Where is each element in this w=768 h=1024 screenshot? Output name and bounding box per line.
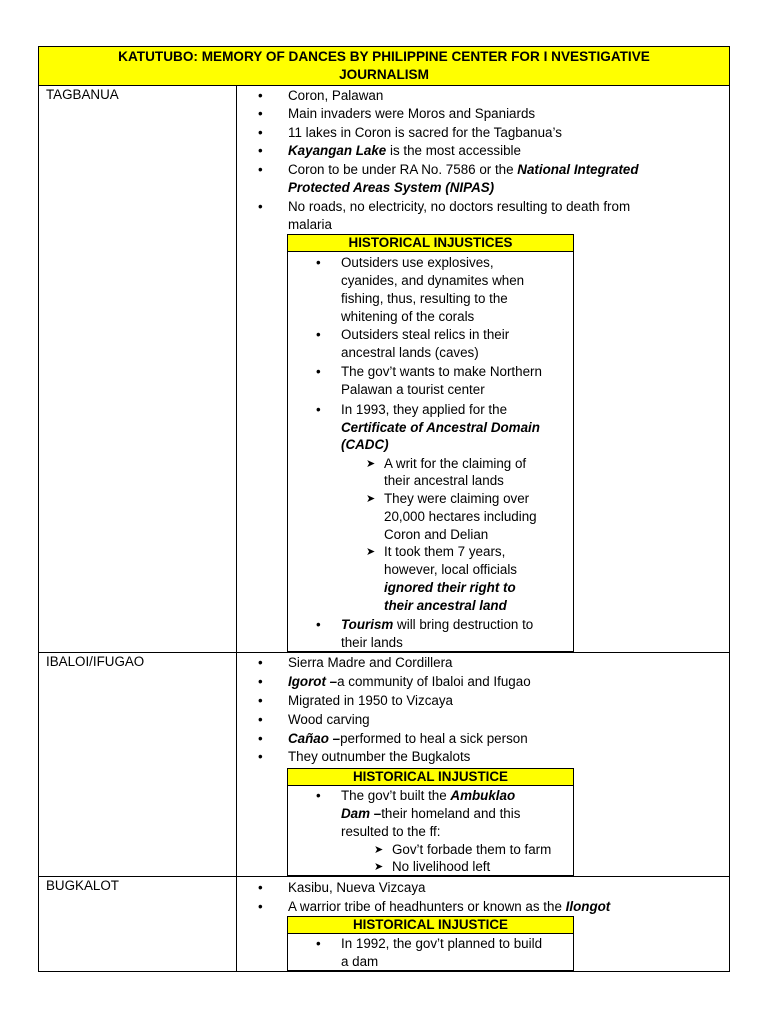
list-item-text: performed to heal a sick person: [340, 731, 528, 746]
bullet: •: [316, 255, 321, 270]
list-item: [341, 787, 577, 806]
bullet: •: [258, 199, 263, 214]
list-item: Main invaders were Moros and Spaniards: [288, 106, 536, 121]
list-item-continuation: (CADC): [341, 437, 389, 452]
sub-list-item: It took them 7 years,: [384, 544, 506, 559]
sub-list-item-continuation: their ancestral lands: [384, 473, 504, 488]
emphasis: Dam –: [341, 806, 382, 821]
row-label-tagbanua: TAGBANUA: [46, 87, 119, 102]
emphasis: Tourism: [341, 617, 394, 632]
list-item-continuation: fishing, thus, resulting to the: [341, 291, 508, 306]
sub-list-item: No livelihood left: [392, 859, 491, 874]
list-item: Sierra Madre and Cordillera: [288, 655, 453, 670]
list-item-text: Coron to be under RA No. 7586 or the: [288, 162, 518, 177]
emphasis: Igorot –: [288, 674, 338, 689]
emphasis: Ilongot: [565, 899, 611, 914]
list-item: Migrated in 1950 to Vizcaya: [288, 693, 454, 708]
row-label-bugkalot: BUGKALOT: [46, 878, 119, 893]
bullet: •: [316, 402, 321, 417]
emphasis: Ambuklao: [450, 788, 516, 803]
bullet: •: [258, 899, 263, 914]
list-item-continuation: resulted to the ff:: [341, 824, 441, 839]
sub-list-item-continuation: Coron and Delian: [384, 527, 489, 542]
list-item: Wood carving: [288, 712, 370, 727]
list-item: [288, 730, 728, 749]
list-item-text: A warrior tribe of headhunters or known as the: [288, 899, 566, 914]
list-item: Outsiders steal relics in their: [341, 327, 510, 342]
list-item-continuation: their lands: [341, 635, 403, 650]
bullet: •: [258, 693, 263, 708]
bullet: •: [258, 880, 263, 895]
bullet: •: [258, 88, 263, 103]
row-label-ibaloi-ifugao: IBALOI/IFUGAO: [46, 654, 145, 669]
sub-list-item-continuation: ignored their right to: [384, 580, 516, 595]
bullet: •: [316, 364, 321, 379]
list-item-text: their homeland and this: [381, 806, 521, 821]
sub-list-item: A writ for the claiming of: [384, 456, 527, 471]
row-divider-2: [39, 876, 729, 877]
bullet: •: [258, 749, 263, 764]
bullet: •: [258, 106, 263, 121]
bullet: •: [258, 712, 263, 727]
sub-list-item-continuation: 20,000 hectares including: [384, 509, 537, 524]
arrow-bullet-icon: ➤: [374, 861, 384, 873]
list-item-text: is the most accessible: [386, 143, 521, 158]
arrow-bullet-icon: ➤: [374, 844, 384, 856]
list-item: 11 lakes in Coron is sacred for the Tagbanua’s: [288, 125, 562, 140]
list-item: Coron, Palawan: [288, 88, 384, 103]
list-item-continuation: Certificate of Ancestral Domain: [341, 420, 540, 435]
table-title: [39, 47, 729, 86]
list-item-text: will bring destruction to: [393, 617, 534, 632]
bullet: •: [316, 788, 321, 803]
sub-list-item-continuation: their ancestral land: [384, 598, 507, 613]
list-item: In 1992, the gov’t planned to build: [341, 936, 543, 951]
bullet: •: [258, 143, 263, 158]
list-item-continuation: Palawan a tourist center: [341, 382, 485, 397]
list-item: [288, 898, 728, 917]
bullet: •: [258, 731, 263, 746]
bullet: •: [258, 655, 263, 670]
arrow-bullet-icon: ➤: [366, 458, 376, 470]
list-item: [288, 142, 728, 161]
arrow-bullet-icon: ➤: [366, 493, 376, 505]
bullet: •: [258, 162, 263, 177]
list-item-continuation: [288, 179, 728, 198]
list-item: [288, 161, 728, 180]
arrow-bullet-icon: ➤: [366, 546, 376, 558]
list-item: [288, 673, 728, 692]
list-item-continuation: [341, 805, 577, 824]
list-item-continuation: cyanides, and dynamites when: [341, 273, 525, 288]
emphasis: Protected Areas System (NIPAS): [288, 180, 495, 195]
column-divider: [236, 86, 237, 971]
list-item: [341, 616, 577, 635]
list-item-continuation: a dam: [341, 954, 379, 969]
list-item: No roads, no electricity, no doctors resulting to death from: [288, 199, 631, 214]
emphasis: Kayangan Lake: [288, 143, 387, 158]
bullet: •: [316, 327, 321, 342]
emphasis: National Integrated: [517, 162, 639, 177]
list-item: Kasibu, Nueva Vizcaya: [288, 880, 426, 895]
historical-injustice-header: HISTORICAL INJUSTICE: [287, 916, 574, 934]
bullet: •: [258, 674, 263, 689]
list-item: They outnumber the Bugkalots: [288, 749, 471, 764]
bullet: •: [258, 125, 263, 140]
list-item-text: a community of Ibaloi and Ifugao: [337, 674, 531, 689]
title-line-1: KATUTUBO: MEMORY OF DANCES BY PHILIPPINE CENTER FOR I NVESTIGATIVE: [118, 49, 650, 64]
list-item: The gov’t wants to make Northern: [341, 364, 542, 379]
list-item-continuation: whitening of the corals: [341, 309, 475, 324]
historical-injustices-header: HISTORICAL INJUSTICES: [287, 234, 574, 252]
title-line-2: JOURNALISM: [339, 67, 429, 82]
bullet: •: [316, 617, 321, 632]
emphasis: Cañao –: [288, 731, 341, 746]
sub-list-item-continuation: however, local officials: [384, 562, 517, 577]
list-item: In 1993, they applied for the: [341, 402, 508, 417]
sub-list-item: Gov’t forbade them to farm: [392, 842, 552, 857]
document-table: [38, 46, 730, 972]
list-item-continuation: malaria: [288, 217, 332, 232]
list-item-continuation: ancestral lands (caves): [341, 345, 479, 360]
list-item-text: The gov’t built the: [341, 788, 451, 803]
list-item: Outsiders use explosives,: [341, 255, 494, 270]
bullet: •: [316, 936, 321, 951]
historical-injustice-header: HISTORICAL INJUSTICE: [287, 768, 574, 786]
sub-list-item: They were claiming over: [384, 491, 530, 506]
